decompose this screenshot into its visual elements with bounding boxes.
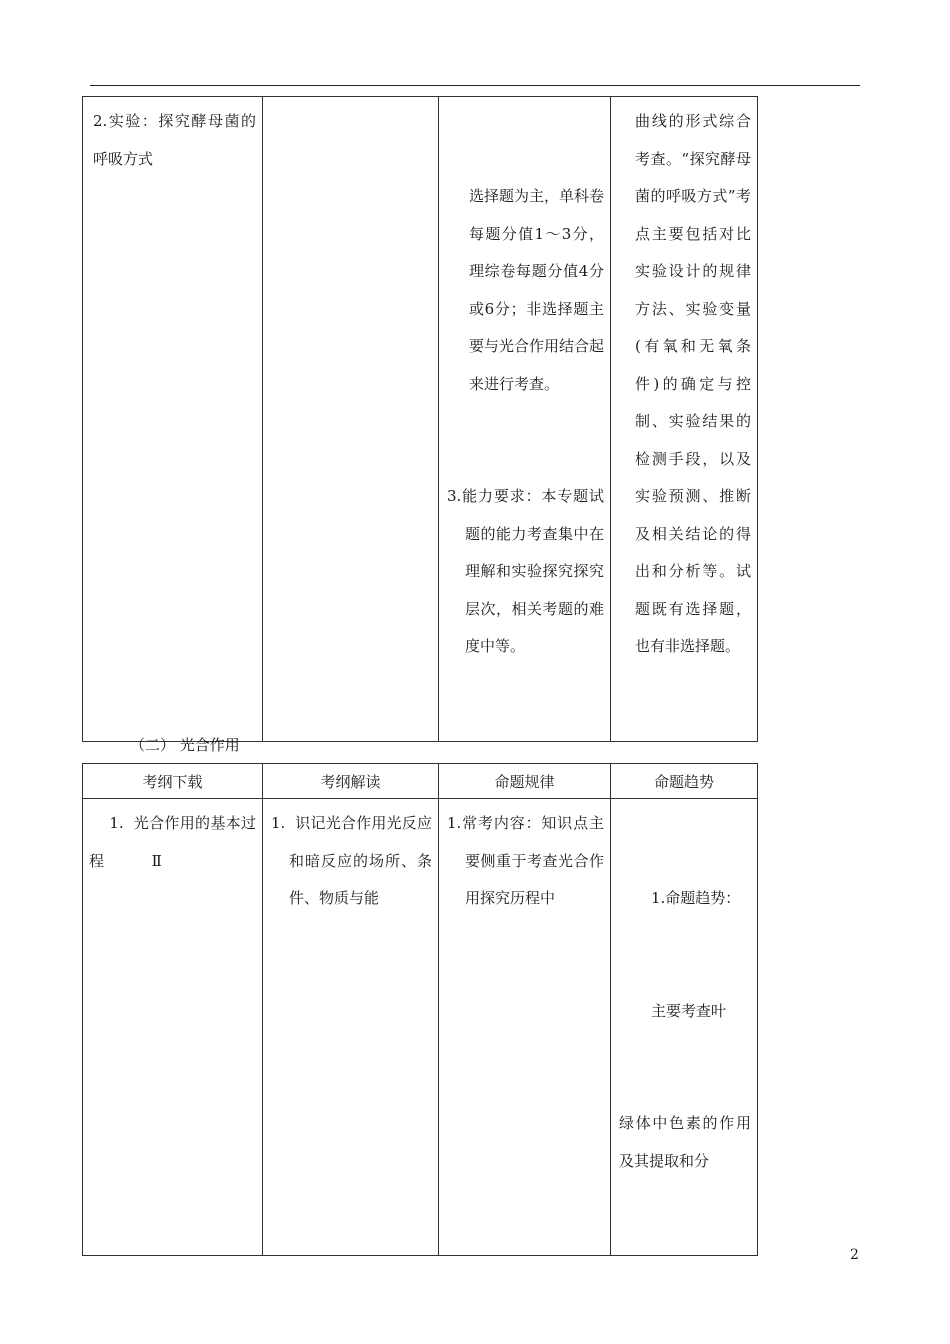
table-row: [83, 799, 758, 1256]
page-number: 2: [850, 1247, 859, 1263]
row-interpretation-text: 1. 识记光合作用光反应和暗反应的场所、条件、物质与能: [271, 814, 432, 907]
row-trend-cell: [611, 799, 758, 1256]
row-syllabus-text: 1. 光合作用的基本过程 Ⅱ: [89, 814, 256, 870]
syllabus-cell: [83, 97, 263, 742]
exam-table-continued: [82, 96, 758, 742]
interpretation-text: [263, 97, 438, 103]
trend-cell: [611, 97, 758, 742]
header-interpretation: 考纲解读: [263, 764, 439, 799]
section-title: （二） 光合作用: [130, 736, 240, 754]
pattern-text-b: 3.能力要求：本专题试题的能力考查集中在理解和实验探究探究层次，相关考题的难度中等。: [447, 487, 604, 655]
header-syllabus: 考纲下载: [83, 764, 263, 799]
header-pattern: 命题规律: [439, 764, 611, 799]
row-trend-text-c: 绿体中色素的作用及其提取和分: [619, 1114, 751, 1170]
header-trend: 命题趋势: [611, 764, 758, 799]
interpretation-cell: [263, 97, 439, 742]
row-pattern-cell: [439, 799, 611, 1256]
photosynthesis-table: [82, 763, 758, 1256]
syllabus-text: 2.实验：探究酵母菌的呼吸方式: [93, 112, 256, 168]
row-syllabus-cell: [83, 799, 263, 1256]
table-header-row: [83, 764, 758, 799]
pattern-cell: [439, 97, 611, 742]
header-rule: [90, 85, 860, 86]
row-pattern-text: 1.常考内容：知识点主要侧重于考查光合作用探究历程中: [447, 814, 604, 907]
pattern-text-a: 选择题为主，单科卷每题分值1～3分，理综卷每题分值4分或6分；非选择题主要与光合作用结合起来进行考查。: [469, 187, 605, 393]
trend-text: 曲线的形式综合考查。“探究酵母菌的呼吸方式”考点主要包括对比实验设计的规律方法、实验变量(有氧和无氧条件)的确定与控制、实验结果的检测手段，以及实验预测、推断及相关结论的得出和分析等。试题既有选择题，也有非选择题。: [635, 112, 751, 655]
row-trend-text-b: 主要考查叶: [651, 1001, 727, 1020]
row-trend-text-a: 1.命题趋势：: [651, 889, 741, 907]
row-interpretation-cell: [263, 799, 439, 1256]
